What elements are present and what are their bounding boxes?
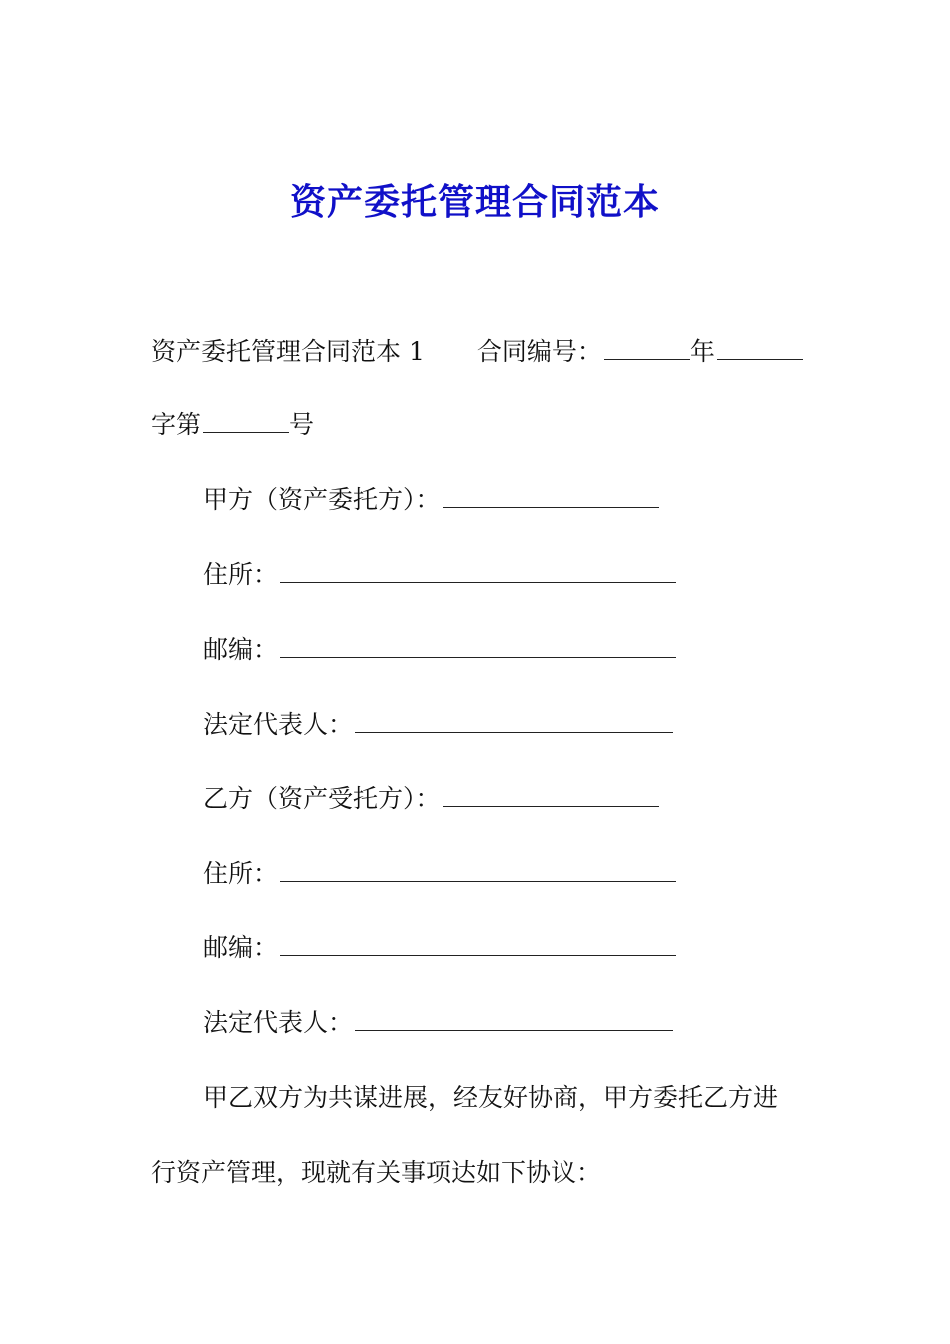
party-b-address-blank[interactable]: [280, 857, 676, 882]
party-b-rep-label: 法定代表人：: [203, 1008, 354, 1037]
document-title: 资产委托管理合同范本: [289, 181, 660, 223]
intro-paragraph-line-1: 甲乙双方为共谋进展，经友好协商，甲方委托乙方进: [203, 1083, 779, 1112]
party-a-label: 甲方（资产委托方）：: [203, 485, 441, 514]
party-b-postcode-line: [203, 930, 676, 966]
party-a-address-blank[interactable]: [280, 558, 676, 583]
party-b-postcode-blank[interactable]: [280, 931, 676, 956]
party-a-address-label: 住所：: [203, 560, 279, 589]
party-b-rep-blank[interactable]: [355, 1006, 673, 1031]
party-a-rep-line: [203, 707, 673, 743]
party-b-line: [203, 781, 659, 817]
party-a-line: [203, 482, 659, 518]
party-b-label: 乙方（资产受托方）：: [203, 784, 441, 813]
party-a-postcode-blank[interactable]: [280, 633, 676, 658]
party-b-address-label: 住所：: [203, 859, 279, 888]
party-a-blank[interactable]: [443, 483, 659, 508]
year-label: 年: [689, 337, 715, 366]
party-b-postcode-label: 邮编：: [203, 933, 279, 962]
contract-template-label: 资产委托管理合同范本 1: [151, 337, 425, 366]
contract-heading-line: [151, 334, 803, 370]
party-a-postcode-label: 邮编：: [203, 635, 279, 664]
party-b-address-line: [203, 856, 676, 892]
contract-number-line: [151, 407, 314, 443]
party-a-address-line: [203, 557, 676, 593]
party-a-postcode-line: [203, 632, 676, 668]
intro-paragraph-line-2: 行资产管理，现就有关事项达如下协议：: [151, 1158, 602, 1187]
party-b-rep-line: [203, 1005, 673, 1041]
contract-number-blank[interactable]: [203, 408, 289, 433]
party-b-blank[interactable]: [443, 782, 659, 807]
contract-char-blank[interactable]: [717, 335, 803, 360]
contract-year-blank[interactable]: [604, 335, 690, 360]
party-a-rep-label: 法定代表人：: [203, 710, 354, 739]
contract-number-label: 合同编号：: [476, 337, 602, 366]
number-suffix-label: 号: [289, 410, 315, 439]
party-a-rep-blank[interactable]: [355, 708, 673, 733]
char-label: 字第: [151, 410, 202, 439]
